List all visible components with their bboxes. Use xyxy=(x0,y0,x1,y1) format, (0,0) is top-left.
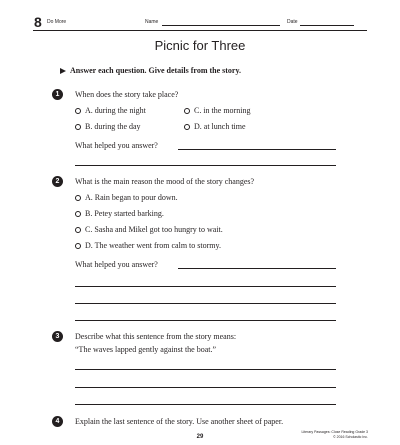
radio-button[interactable] xyxy=(75,243,81,249)
name-label: Name xyxy=(145,19,159,25)
question-number-1: 1 xyxy=(52,89,63,100)
question-1-option-a[interactable] xyxy=(75,106,146,115)
option-label: A. during the night xyxy=(85,106,146,115)
answer-line[interactable] xyxy=(75,369,336,370)
option-label: C. in the morning xyxy=(194,106,251,115)
radio-button[interactable] xyxy=(75,124,81,130)
radio-button[interactable] xyxy=(184,124,190,130)
answer-line[interactable] xyxy=(75,404,336,405)
option-label: B. during the day xyxy=(85,122,141,131)
publisher-credit xyxy=(268,430,368,439)
option-label: C. Sasha and Mikel got too hungry to wait. xyxy=(85,225,223,234)
date-label: Date xyxy=(287,19,298,25)
answer-line[interactable] xyxy=(75,387,336,388)
radio-button[interactable] xyxy=(75,108,81,114)
page-title: Picnic for Three xyxy=(154,38,246,53)
radio-button[interactable] xyxy=(75,211,81,217)
question-2-option-c[interactable] xyxy=(75,225,223,234)
option-label: A. Rain began to pour down. xyxy=(85,193,178,202)
answer-line[interactable] xyxy=(178,149,336,150)
question-number-3: 3 xyxy=(52,331,63,342)
answer-line[interactable] xyxy=(75,165,336,166)
publisher-line-1: Literary Passages: Close Reading Grade 3 xyxy=(301,430,368,434)
date-line[interactable] xyxy=(300,25,354,26)
radio-button[interactable] xyxy=(184,108,190,114)
option-label: D. at lunch time xyxy=(194,122,246,131)
unit-name: Do More xyxy=(47,19,67,25)
answer-line[interactable] xyxy=(75,286,336,287)
header-rule xyxy=(33,30,367,31)
name-line[interactable] xyxy=(162,25,280,26)
answer-line[interactable] xyxy=(75,320,336,321)
question-3-text-line-2: “The waves lapped gently against the boat.” xyxy=(75,345,217,354)
radio-button[interactable] xyxy=(75,227,81,233)
question-3-text-line-1: Describe what this sentence from the story means: xyxy=(75,332,237,341)
answer-line[interactable] xyxy=(178,268,336,269)
question-1-helped-label: What helped you answer? xyxy=(75,141,158,150)
question-1-option-b[interactable] xyxy=(75,122,141,131)
radio-button[interactable] xyxy=(75,195,81,201)
answer-line[interactable] xyxy=(75,303,336,304)
question-1-option-d[interactable] xyxy=(184,122,246,131)
question-4-text: Explain the last sentence of the story. Use another sheet of paper. xyxy=(75,417,284,426)
question-number-4: 4 xyxy=(52,416,63,427)
directions: Answer each question. Give details from the story. xyxy=(70,66,242,75)
question-number-2: 2 xyxy=(52,176,63,187)
question-2-option-d[interactable] xyxy=(75,241,221,250)
question-2-text: What is the main reason the mood of the story changes? xyxy=(75,177,255,186)
option-label: D. The weather went from calm to stormy. xyxy=(85,241,221,250)
publisher-line-2: © 2016 Scholastic Inc. xyxy=(333,434,368,439)
question-2-option-a[interactable] xyxy=(75,193,178,202)
arrow-right-icon xyxy=(60,68,66,74)
question-1-option-c[interactable] xyxy=(184,106,250,115)
unit-number: 8 xyxy=(34,14,42,30)
question-1-text: When does the story take place? xyxy=(75,90,179,99)
page-number: 29 xyxy=(196,434,204,440)
question-2-option-b[interactable] xyxy=(75,209,164,218)
option-label: B. Petey started barking. xyxy=(85,209,164,218)
question-2-helped-label: What helped you answer? xyxy=(75,260,158,269)
